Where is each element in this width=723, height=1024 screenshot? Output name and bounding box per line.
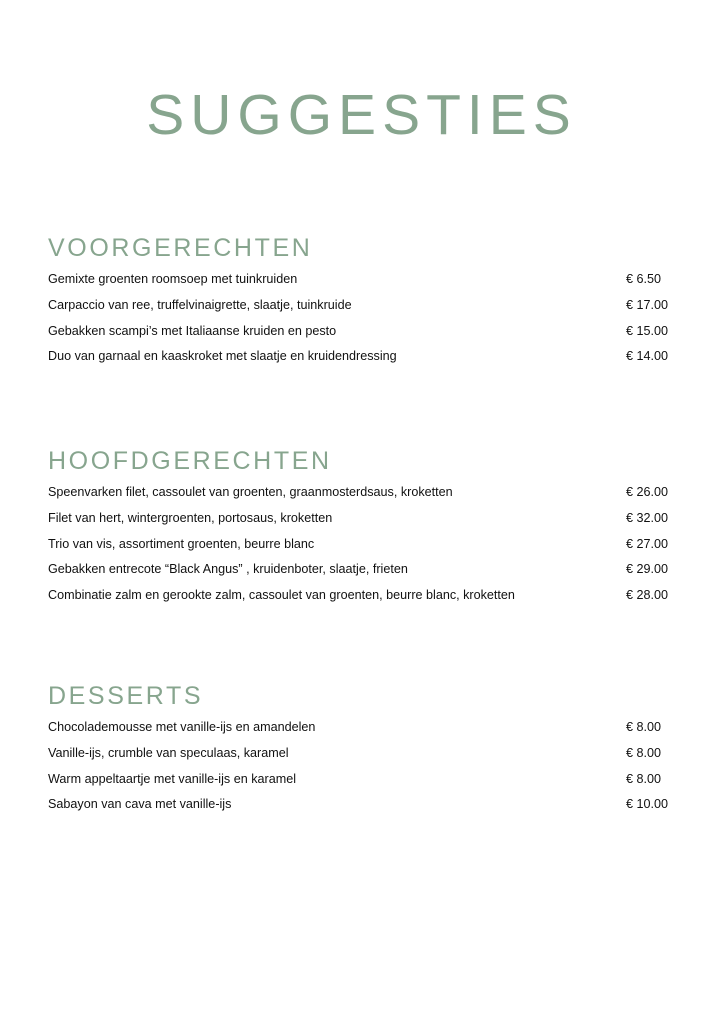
menu-item-name: Filet van hert, wintergroenten, portosaus, kroketten <box>48 510 333 525</box>
menu-item-name: Duo van garnaal en kaaskroket met slaatje en kruidendressing <box>48 349 397 364</box>
menu-item-price: € 27.00 <box>626 536 669 551</box>
menu-item-name: Combinatie zalm en gerookte zalm, cassoulet van groenten, beurre blanc, kroketten <box>48 588 515 603</box>
menu-item-price: € 32.00 <box>626 510 669 525</box>
section-heading: DESSERTS <box>48 682 204 710</box>
section-heading: HOOFDGERECHTEN <box>48 447 332 475</box>
menu-item <box>48 583 673 609</box>
menu-item-price: € 8.00 <box>626 745 662 760</box>
menu-item-name: Vanille-ijs, crumble van speculaas, karamel <box>48 745 289 760</box>
menu-item-price: € 26.00 <box>626 485 669 499</box>
menu-item <box>48 767 673 793</box>
menu-item-name: Gebakken scampi’s met Italiaanse kruiden en pesto <box>48 323 337 338</box>
page-title: SUGGESTIES <box>146 83 577 147</box>
section-heading: VOORGERECHTEN <box>48 234 313 262</box>
menu-item-name: Gebakken entrecote “Black Angus” , kruidenboter, slaatje, frieten <box>48 562 408 577</box>
menu-item-name: Carpaccio van ree, truffelvinaigrette, slaatje, tuinkruide <box>48 297 352 312</box>
menu-item <box>48 715 673 741</box>
section-voorgerechten <box>48 233 673 370</box>
menu-item <box>48 344 673 370</box>
menu-item-price: € 15.00 <box>626 323 669 338</box>
menu-item <box>48 480 673 506</box>
menu-item-price: € 6.50 <box>626 272 662 286</box>
menu-item-price: € 28.00 <box>626 588 669 603</box>
menu-item <box>48 319 673 345</box>
menu-item <box>48 267 673 293</box>
section-desserts <box>48 681 673 818</box>
menu-item-price: € 10.00 <box>626 797 669 812</box>
menu-item <box>48 293 673 319</box>
menu-item <box>48 532 673 558</box>
menu-item-name: Chocolademousse met vanille-ijs en amandelen <box>48 720 316 734</box>
menu-item <box>48 506 673 532</box>
menu-item-price: € 8.00 <box>626 720 662 734</box>
menu-item <box>48 557 673 583</box>
menu-item <box>48 792 673 818</box>
menu-item-name: Warm appeltaartje met vanille-ijs en karamel <box>48 771 297 786</box>
menu-item-price: € 17.00 <box>626 297 669 312</box>
menu-item-name: Gemixte groenten roomsoep met tuinkruiden <box>48 272 298 286</box>
menu-item-name: Speenvarken filet, cassoulet van groenten, graanmosterdsaus, kroketten <box>48 485 453 499</box>
section-hoofdgerechten <box>48 446 673 609</box>
menu-item-name: Sabayon van cava met vanille-ijs <box>48 797 232 812</box>
menu-item <box>48 741 673 767</box>
menu-item-name: Trio van vis, assortiment groenten, beurre blanc <box>48 536 315 551</box>
menu-item-price: € 29.00 <box>626 562 669 577</box>
menu-item-price: € 14.00 <box>626 349 669 364</box>
menu-item-price: € 8.00 <box>626 771 662 786</box>
